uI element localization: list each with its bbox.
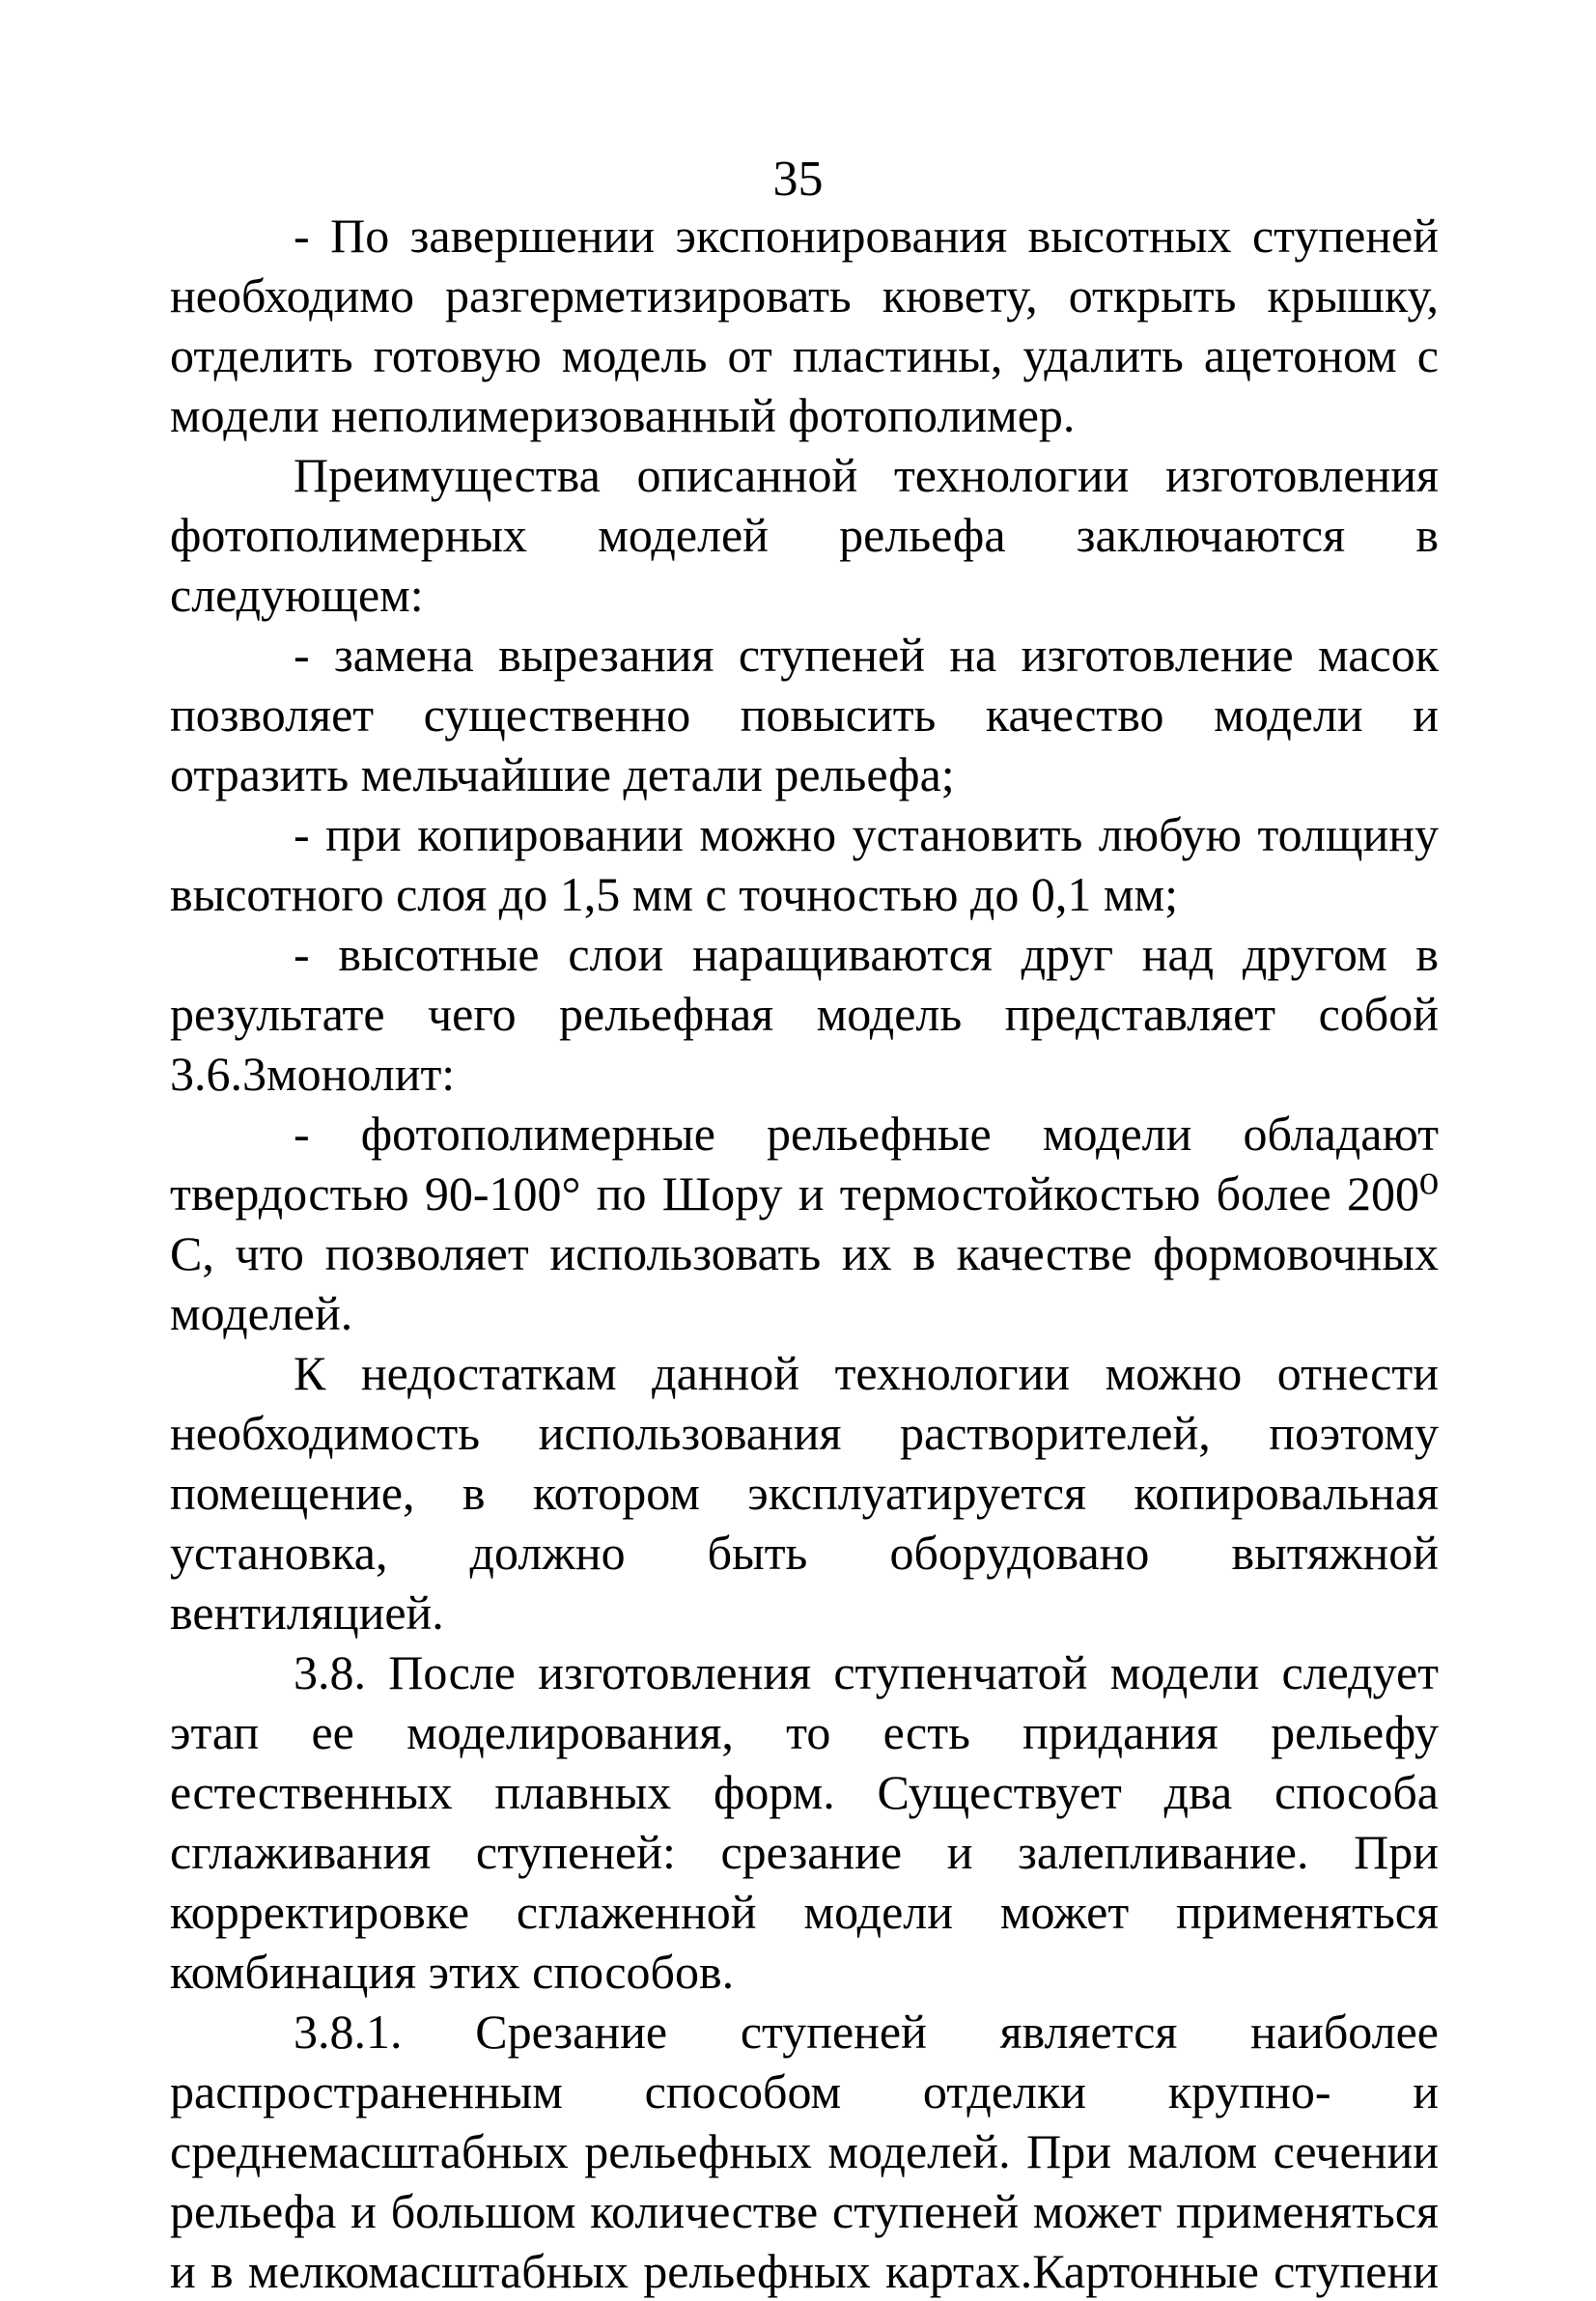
paragraph-layer-thickness: - при копировании можно установить любую толщину высотного слоя до 1,5 мм с точностью до 0,1 мм; — [170, 807, 1439, 921]
paragraph-hardness: - фотополимерные рельефные модели обладают твердостью 90-100° по Шору и термостойкостью более 200⁰ С, что позволяет использовать их в качестве формовочных моделей. — [170, 1107, 1439, 1340]
page-number: 35 — [772, 152, 824, 207]
paragraph-exposure-completion: - По завершении экспонирования высотных ступеней необходимо разгерметизировать кювету, открыть крышку, отделить готовую модель от пластины, удалить ацетоном с модели неполимеризованный фотополимер. — [170, 209, 1439, 442]
text-body — [170, 206, 1439, 2301]
paragraph-advantages-intro: Преимущества описанной технологии изготовления фотополимерных моделей рельефа заключаются в следующем: — [170, 448, 1439, 622]
paragraph-section-3-8: 3.8. После изготовления ступенчатой модели следует этап ее моделирования, то есть придания рельефу естественных плавных форм. Существует два способа сглаживания ступеней: срезание и залепливание. При корректировке сглаженной модели может применяться комбинация этих способов. — [170, 1645, 1439, 1999]
paragraph-masks-advantage: - замена вырезания ступеней на изготовление масок позволяет существенно повысить качество модели и отразить мельчайшие детали рельефа; — [170, 628, 1439, 801]
paragraph-section-3-8-1: 3.8.1. Срезание ступеней является наиболее распространенным способом отделки крупно- и среднемасштабных рельефных моделей. При малом сечении рельефа и большом количестве ступеней может применяться и в мелкомасштабных рельефных картах.Картонные ступени — [170, 2005, 1439, 2298]
paragraph-monolith: - высотные слои наращиваются друг над другом в результате чего рельефная модель представляет собой 3.6.3монолит: — [170, 927, 1439, 1101]
paragraph-disadvantages: К недостаткам данной технологии можно отнести необходимость использования растворителей, поэтому помещение, в котором эксплуатируется копировальная установка, должно быть оборудовано вытяжной вентиляцией. — [170, 1346, 1439, 1640]
